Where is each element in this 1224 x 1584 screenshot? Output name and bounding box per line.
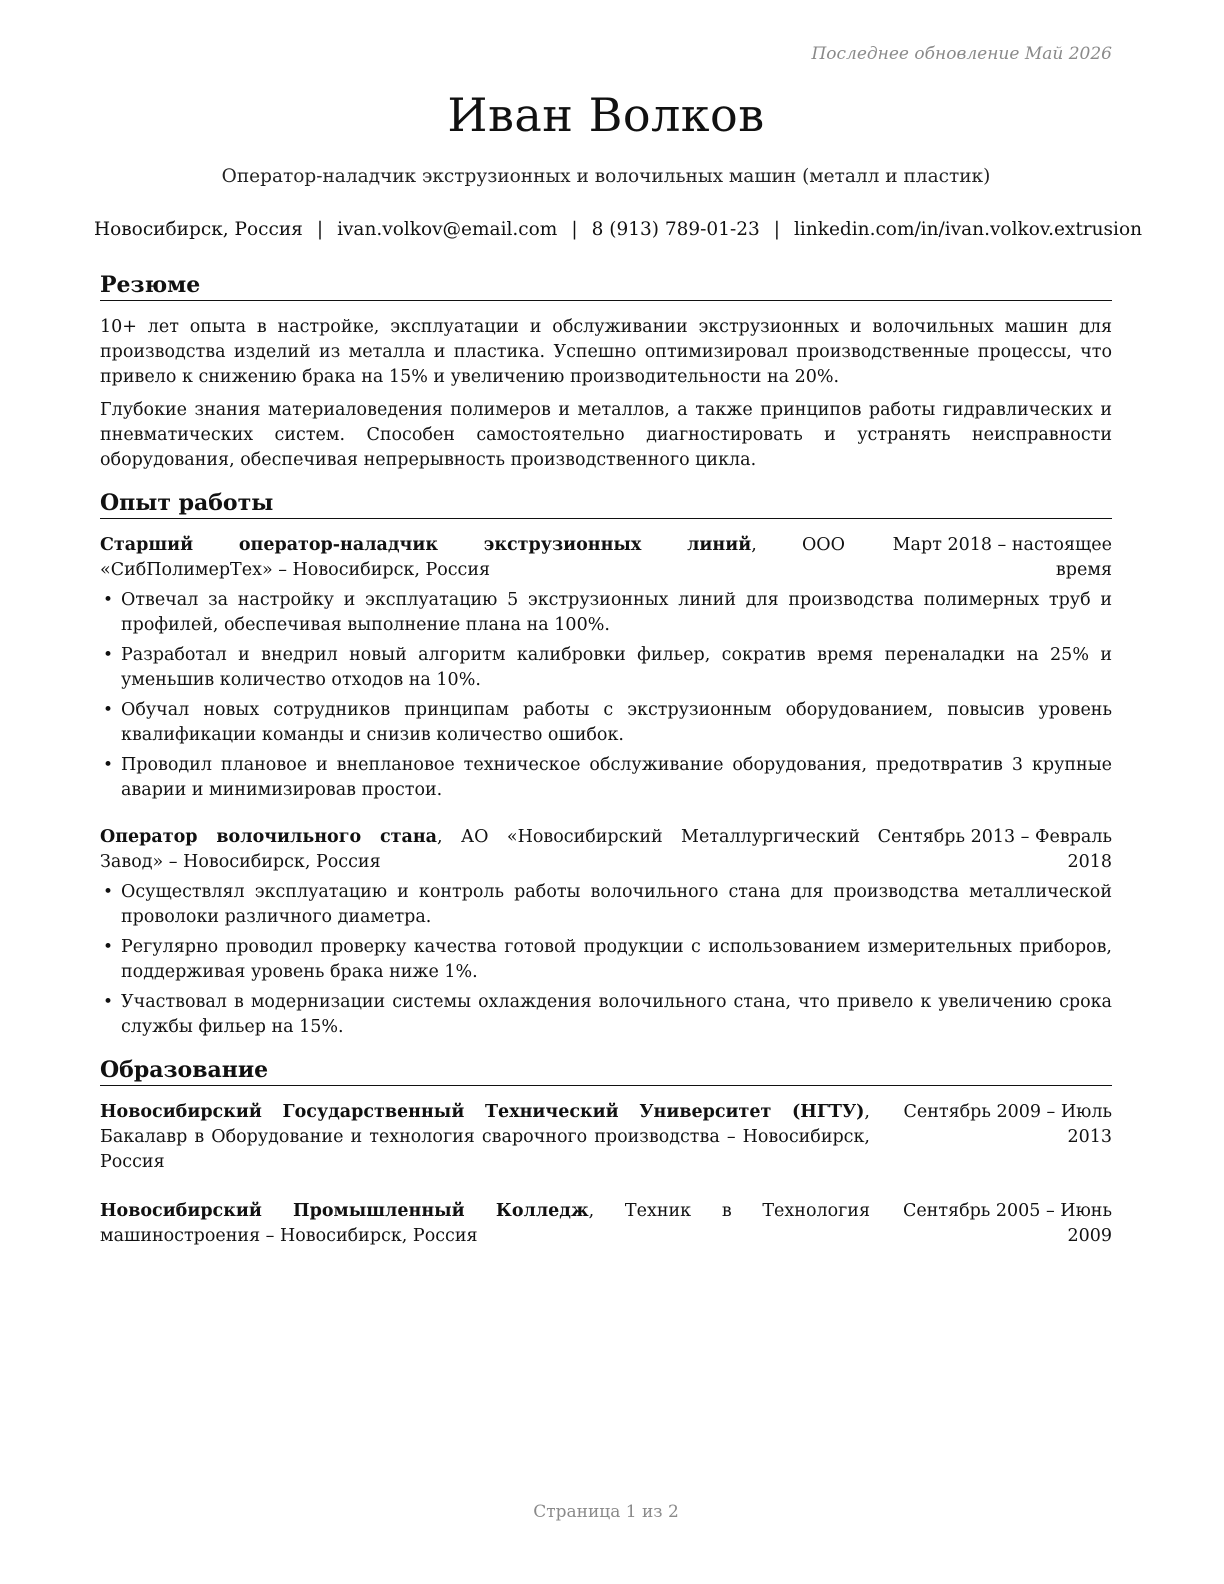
job-header [100,533,1112,583]
job-entry [100,825,1112,1040]
resume-page [94,0,1143,1584]
job-dates: Сентябрь 2013 – Февраль 2018 [877,827,1112,872]
contact-location: Новосибирск, Россия [94,219,303,240]
contact-linkedin[interactable]: linkedin.com/in/ivan.volkov.extrusion [793,219,1143,240]
contact-separator: | [773,219,780,240]
job-bullet: • Осуществлял эксплуатацию и контроль работы волочильного стана для производства металлической проволоки различного диаметра. [103,882,1112,927]
job-role: Старший оператор-наладчик экструзионных линий [100,535,752,555]
job-bullet: • Участвовал в модернизации системы охлаждения волочильного стана, что привело к увеличению срока службы фильер на 15%. [103,992,1112,1037]
degree-details: , Техник в Технология машиностроения – Новосибирск, Россия [100,1201,871,1246]
candidate-name: Иван Волков [447,88,765,142]
degree-details: , Бакалавр в Оборудование и технология сварочного производства – Новосибирск, Россия [100,1102,870,1172]
education-dates: Сентябрь 2005 – Июнь 2009 [902,1201,1112,1246]
job-company: , АО «Новосибирский Металлургический Завод» – Новосибирск, Россия [100,827,860,872]
summary-paragraph: 10+ лет опыта в настройке, эксплуатации и обслуживании экструзионных и волочильных машин для производства изделий из металла и пластика. Успешно оптимизировал производственные процессы, что привело к снижению брака на 15% и увеличению производительности на 20%. [100,317,1112,387]
job-bullet: • Обучал новых сотрудников принципам работы с экструзионным оборудованием, повысив уровень квалификации команды и снизив количество ошибок. [103,700,1112,745]
education-entry [100,1100,1112,1175]
contact-line [94,219,1143,240]
job-dates: Март 2018 – настоящее время [892,535,1112,580]
summary-paragraph: Глубокие знания материаловедения полимеров и металлов, а также принципов работы гидравлических и пневматических систем. Способен самостоятельно диагностировать и устранять неисправности оборудования, обеспечивая непрерывность производственного цикла. [100,400,1112,470]
candidate-title: Оператор-наладчик экструзионных и волочильных машин (металл и пластик) [221,166,991,187]
job-company: , ООО «СибПолимерТех» – Новосибирск, Россия [100,535,845,580]
education-dates: Сентябрь 2009 – Июль 2013 [903,1102,1112,1147]
page-number: Страница 1 из 2 [533,1502,679,1522]
job-entry [100,533,1112,803]
job-header [100,825,1112,875]
school-name: Новосибирский Государственный Технический Университет (НГТУ) [100,1102,865,1122]
experience-section [100,488,1112,1045]
job-bullet: • Разработал и внедрил новый алгоритм калибровки фильер, сократив время переналадки на 25% и уменьшив количество отходов на 10%. [103,645,1112,690]
contact-separator: | [316,219,324,240]
job-bullet: • Отвечал за настройку и эксплуатацию 5 экструзионных линий для производства полимерных труб и профилей, обеспечивая выполнение плана на 100%. [103,590,1112,635]
job-bullet: • Проводил плановое и внеплановое техническое обслуживание оборудования, предотвратив 3 крупные аварии и минимизировав простои. [103,755,1112,800]
contact-email[interactable]: ivan.volkov@email.com [337,219,558,240]
section-heading: Образование [100,1055,1112,1086]
job-role: Оператор волочильного стана [100,827,437,847]
summary-section [100,270,1112,473]
education-section [100,1055,1112,1249]
education-entry [100,1199,1112,1249]
school-name: Новосибирский Промышленный Колледж [100,1201,589,1221]
section-heading: Резюме [100,270,1112,301]
job-bullet: • Регулярно проводил проверку качества готовой продукции с использованием измерительных приборов, поддерживая уровень брака ниже 1%. [103,937,1112,982]
last-updated: Последнее обновление Май 2026 [811,44,1112,64]
contact-separator: | [571,219,578,240]
contact-phone[interactable]: 8 (913) 789-01-23 [591,219,760,240]
section-heading: Опыт работы [100,488,1112,519]
